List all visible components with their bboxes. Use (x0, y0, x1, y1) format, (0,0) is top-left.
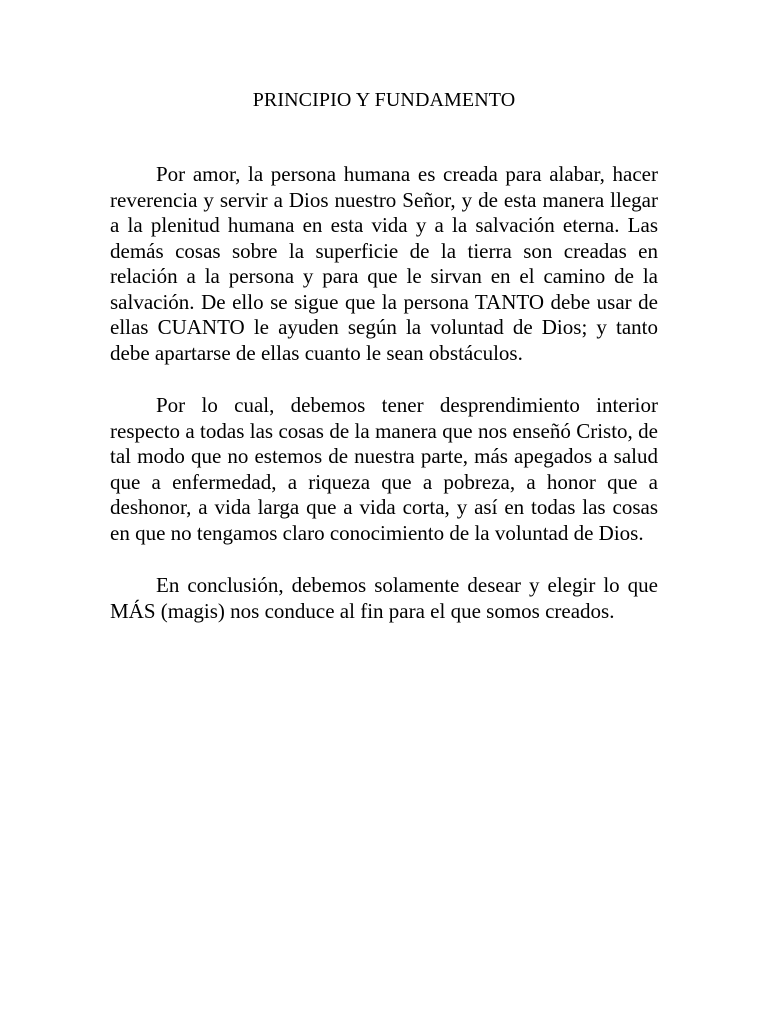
page-title: PRINCIPIO Y FUNDAMENTO (252, 89, 516, 111)
document-body (110, 162, 658, 651)
paragraph-3: En conclusión, debemos solamente desear y elegir lo que MÁS (magis) nos conduce al fin para el que somos creados. (110, 573, 658, 623)
paragraph-2: Por lo cual, debemos tener desprendimiento interior respecto a todas las cosas de la manera que nos enseñó Cristo, de tal modo que no estemos de nuestra parte, más apegados a salud que a enfermedad, a riqueza que a pobreza, a honor que a deshonor, a vida larga que a vida corta, y así en todas las cosas en que no tengamos claro conocimiento de la voluntad de Dios. (110, 393, 658, 545)
paragraph-1: Por amor, la persona humana es creada para alabar, hacer reverencia y servir a Dios nuestro Señor, y de esta manera llegar a la plenitud humana en esta vida y a la salvación eterna. Las demás cosas sobre la superficie de la tierra son creadas en relación a la persona y para que le sirvan en el camino de la salvación. De ello se sigue que la persona TANTO debe usar de ellas CUANTO le ayuden según la voluntad de Dios; y tanto debe apartarse de ellas cuanto le sean obstáculos. (110, 162, 658, 365)
